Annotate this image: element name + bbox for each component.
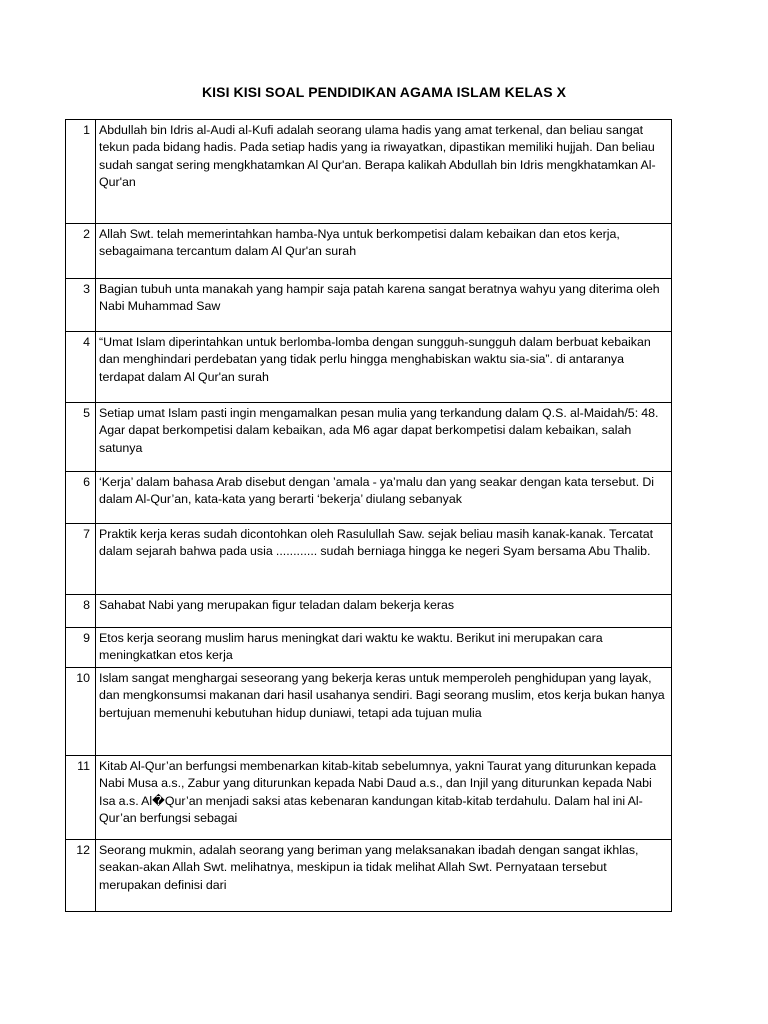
question-number: 10 bbox=[66, 667, 96, 755]
question-text: Seorang mukmin, adalah seorang yang beriman yang melaksanakan ibadah dengan sangat ikhlas, seakan-akan Allah Swt. melihatnya, meskipun ia tidak melihat Allah Swt. Pernyataan tersebut merupakan definisi dari bbox=[96, 839, 672, 911]
question-row bbox=[66, 332, 672, 403]
question-number: 11 bbox=[66, 755, 96, 839]
question-text: Bagian tubuh unta manakah yang hampir saja patah karena sangat beratnya wahyu yang diterima oleh Nabi Muhammad Saw bbox=[96, 279, 672, 332]
question-row bbox=[66, 755, 672, 839]
question-text: “Umat Islam diperintahkan untuk berlomba-lomba dengan sungguh-sungguh dalam berbuat kebaikan dan menghindari perdebatan yang tidak perlu hingga menghabiskan waktu sia-sia”. di antaranya terdapat dalam Al Qur'an surah bbox=[96, 332, 672, 403]
question-text: Abdullah bin Idris al-Audi al-Kufi adalah seorang ulama hadis yang amat terkenal, dan beliau sangat tekun pada bidang hadis. Pada setiap hadis yang ia riwayatkan, dipastikan memiliki hujjah. Dan beliau sudah sangat sering mengkhatamkan Al Qur'an. Berapa kalikah Abdullah bin Idris mengkhatamkan Al-Qur'an bbox=[96, 120, 672, 224]
question-text: Islam sangat menghargai seseorang yang bekerja keras untuk memperoleh penghidupan yang layak, dan mengkonsumsi makanan dari hasil usahanya sendiri. Bagi seorang muslim, etos kerja bukan hanya bertujuan memenuhi kebutuhan hidup duniawi, tetapi ada tujuan mulia bbox=[96, 667, 672, 755]
question-number: 9 bbox=[66, 628, 96, 668]
question-row bbox=[66, 120, 672, 224]
question-row bbox=[66, 667, 672, 755]
question-table bbox=[65, 119, 672, 912]
question-row bbox=[66, 472, 672, 524]
question-text: Praktik kerja keras sudah dicontohkan oleh Rasulullah Saw. sejak beliau masih kanak-kanak. Tercatat dalam sejarah bahwa pada usia ............ sudah berniaga hingga ke negeri Syam bersama Abu Thalib. bbox=[96, 524, 672, 595]
document-title: KISI KISI SOAL PENDIDIKAN AGAMA ISLAM KELAS X bbox=[201, 84, 567, 100]
question-text: ‘Kerja’ dalam bahasa Arab disebut dengan ’amala - ya’malu dan yang seakar dengan kata tersebut. Di dalam Al-Qur’an, kata-kata yang berarti ‘bekerja’ diulang sebanyak bbox=[96, 472, 672, 524]
question-row bbox=[66, 595, 672, 628]
question-text: Kitab Al-Qur’an berfungsi membenarkan kitab-kitab sebelumnya, yakni Taurat yang diturunkan kepada Nabi Musa a.s., Zabur yang diturunkan kepada Nabi Daud a.s., dan Injil yang diturunkan kepada Nabi Isa a.s. Al�Qur’an menjadi saksi atas kebenaran kandungan kitab-kitab terdahulu. Dalam hal ini Al-Qur’an berfungsi sebagai bbox=[96, 755, 672, 839]
question-row bbox=[66, 524, 672, 595]
question-text: Etos kerja seorang muslim harus meningkat dari waktu ke waktu. Berikut ini merupakan cara meningkatkan etos kerja bbox=[96, 628, 672, 668]
question-number: 7 bbox=[66, 524, 96, 595]
question-number: 3 bbox=[66, 279, 96, 332]
question-text: Sahabat Nabi yang merupakan figur teladan dalam bekerja keras bbox=[96, 595, 672, 628]
question-row bbox=[66, 839, 672, 911]
question-number: 8 bbox=[66, 595, 96, 628]
question-row bbox=[66, 224, 672, 279]
question-number: 2 bbox=[66, 224, 96, 279]
question-row bbox=[66, 403, 672, 472]
question-number: 4 bbox=[66, 332, 96, 403]
question-number: 6 bbox=[66, 472, 96, 524]
question-row bbox=[66, 279, 672, 332]
question-number: 12 bbox=[66, 839, 96, 911]
question-number: 1 bbox=[66, 120, 96, 224]
question-text: Setiap umat Islam pasti ingin mengamalkan pesan mulia yang terkandung dalam Q.S. al-Maidah/5: 48. Agar dapat berkompetisi dalam kebaikan, ada M6 agar dapat berkompetisi dalam kebaikan, salah satunya bbox=[96, 403, 672, 472]
question-text: Allah Swt. telah memerintahkan hamba-Nya untuk berkompetisi dalam kebaikan dan etos kerja, sebagaimana tercantum dalam Al Qur'an surah bbox=[96, 224, 672, 279]
question-number: 5 bbox=[66, 403, 96, 472]
question-row bbox=[66, 628, 672, 668]
